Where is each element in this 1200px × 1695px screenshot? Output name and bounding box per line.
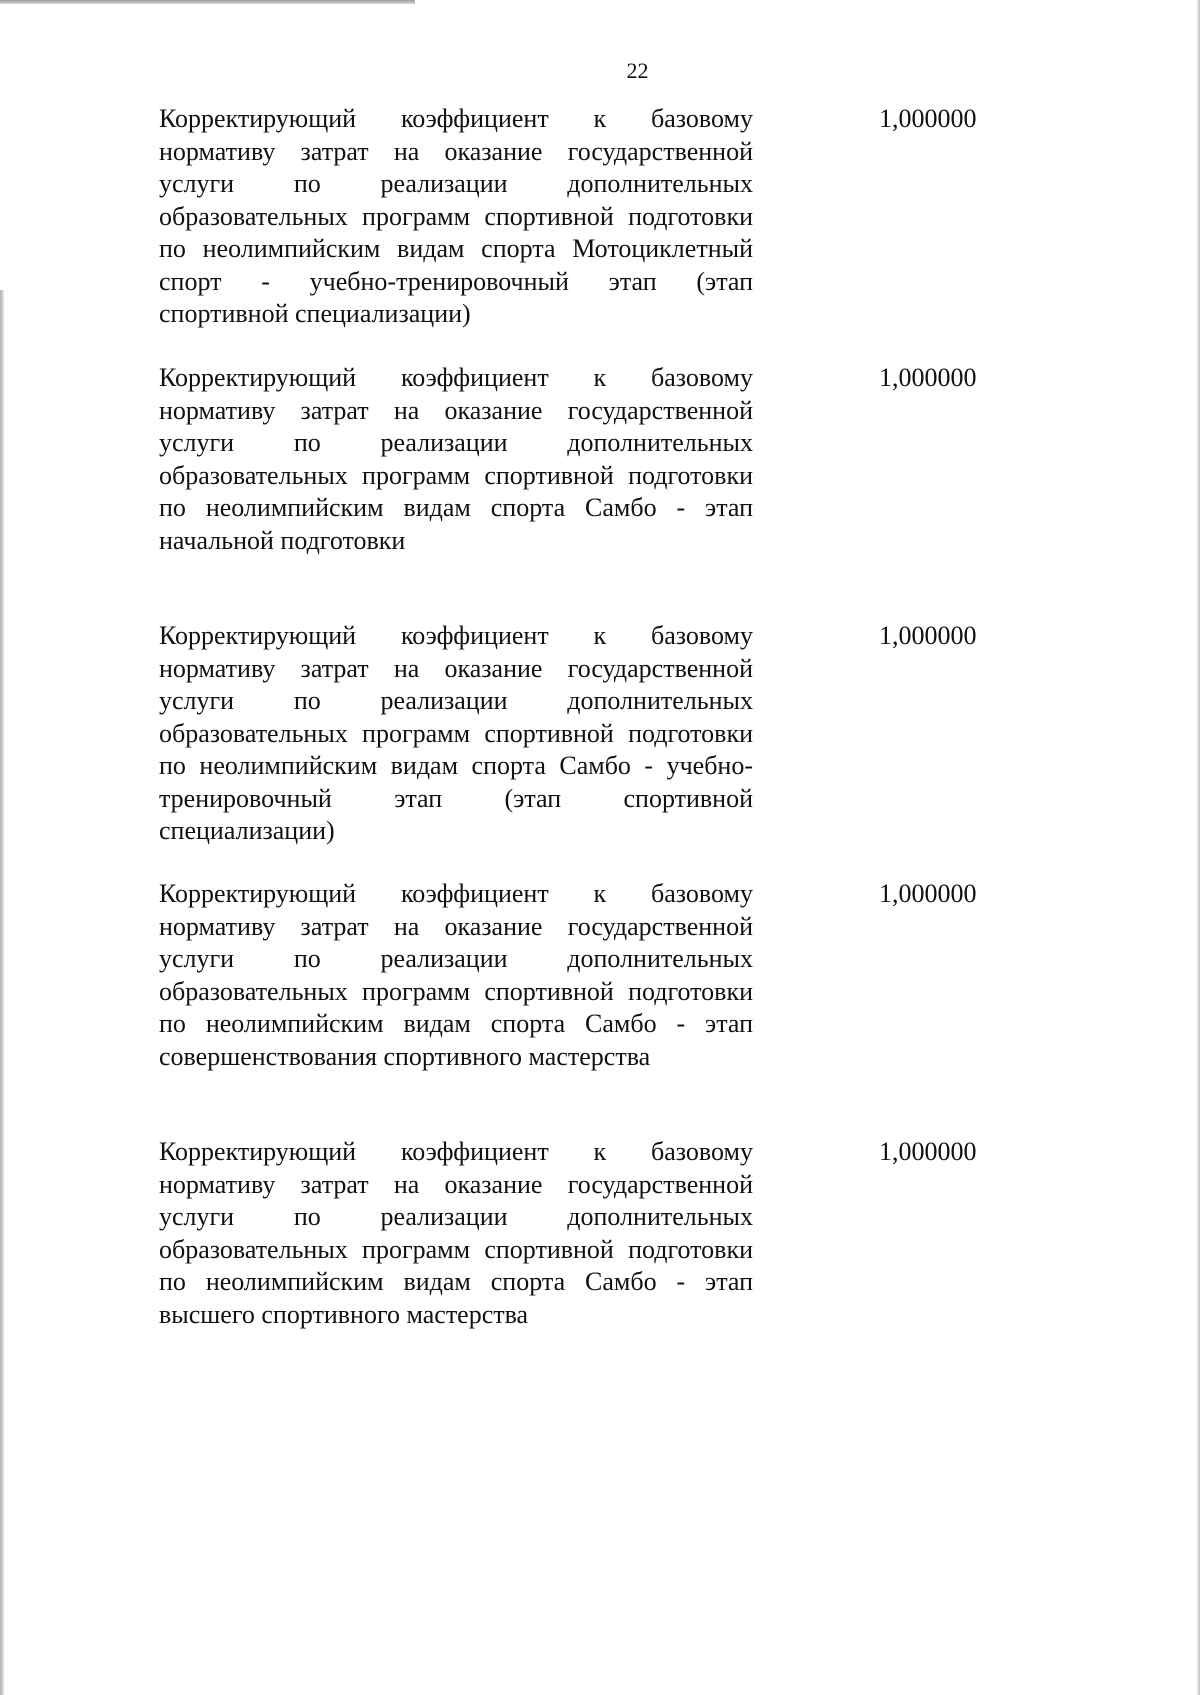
page-number: 22	[626, 58, 649, 83]
coefficient-entry	[159, 103, 1169, 331]
coefficient-description: Корректирующий коэффициент к базовому нормативу затрат на оказание государственной услуги по реализации дополнительных образовательных программ спортивной подготовки по неолимпийским видам спорта Самбо - учебно-тренировочный этап (этап спортивной специализации)	[159, 621, 753, 845]
coefficient-entry	[159, 1136, 1169, 1331]
coefficient-description: Корректирующий коэффициент к базовому нормативу затрат на оказание государственной услуги по реализации дополнительных образовательных программ спортивной подготовки по неолимпийским видам спорта Самбо - этап высшего спортивного мастерства	[159, 1137, 753, 1329]
coefficient-description: Корректирующий коэффициент к базовому нормативу затрат на оказание государственной услуги по реализации дополнительных образовательных программ спортивной подготовки по неолимпийским видам спорта Самбо - этап совершенствования спортивного мастерства	[159, 879, 753, 1071]
coefficient-entry	[159, 362, 1169, 557]
coefficient-entry	[159, 620, 1169, 848]
coefficient-value: 1,000000	[879, 621, 977, 650]
coefficient-description: Корректирующий коэффициент к базовому нормативу затрат на оказание государственной услуги по реализации дополнительных образовательных программ спортивной подготовки по неолимпийским видам спорта Самбо - этап начальной подготовки	[159, 363, 753, 555]
coefficient-description: Корректирующий коэффициент к базовому нормативу затрат на оказание государственной услуги по реализации дополнительных образовательных программ спортивной подготовки по неолимпийским видам спорта Мотоциклетный спорт - учебно-тренировочный этап (этап спортивной специализации)	[159, 104, 753, 328]
scan-edge-top	[0, 0, 415, 4]
coefficient-entry	[159, 878, 1169, 1073]
coefficient-value: 1,000000	[879, 104, 977, 133]
coefficient-value: 1,000000	[879, 879, 977, 908]
scan-edge-left	[0, 290, 4, 1695]
coefficient-value: 1,000000	[879, 363, 977, 392]
coefficient-value: 1,000000	[879, 1137, 977, 1166]
